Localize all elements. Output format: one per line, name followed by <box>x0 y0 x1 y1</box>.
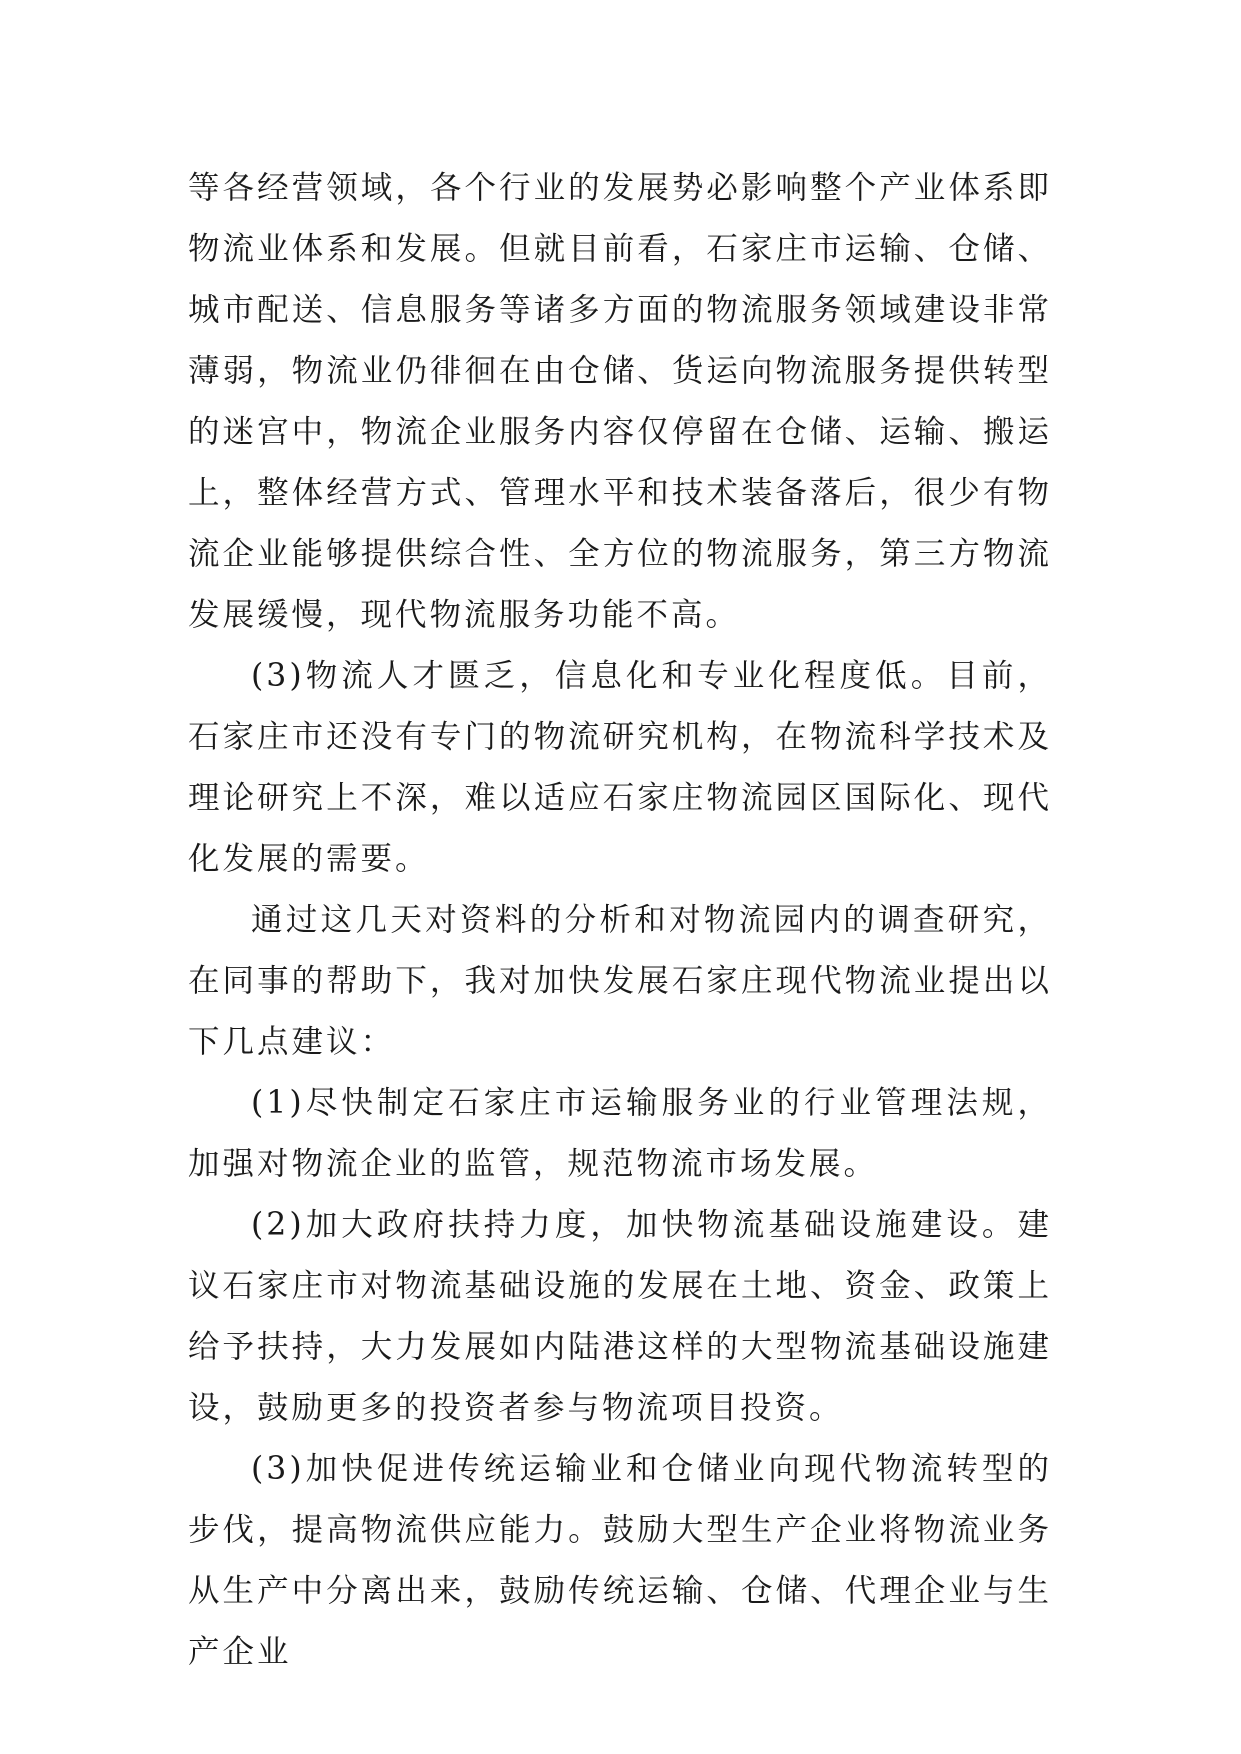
document-body <box>188 158 1052 1683</box>
paragraph-suggestion-3: (3)加快促进传统运输业和仓储业向现代物流转型的步伐，提高物流供应能力。鼓励大型生产企业将物流业务从生产中分离出来，鼓励传统运输、仓储、代理企业与生产企业 <box>188 1451 1052 1670</box>
paragraph-suggestion-1: (1)尽快制定石家庄市运输服务业的行业管理法规，加强对物流企业的监管，规范物流市场发展。 <box>188 1085 1052 1182</box>
paragraph-continuation: 等各经营领域，各个行业的发展势必影响整个产业体系即物流业体系和发展。但就目前看，石家庄市运输、仓储、城市配送、信息服务等诸多方面的物流服务领域建设非常薄弱，物流业仍徘徊在由仓储、货运向物流服务提供转型的迷宫中，物流企业服务内容仅停留在仓储、运输、搬运上，整体经营方式、管理水平和技术装备落后，很少有物流企业能够提供综合性、全方位的物流服务，第三方物流发展缓慢，现代物流服务功能不高。 <box>188 170 1052 633</box>
paragraph-suggestion-2: (2)加大政府扶持力度，加快物流基础设施建设。建议石家庄市对物流基础设施的发展在土地、资金、政策上给予扶持，大力发展如内陆港这样的大型物流基础设施建设，鼓励更多的投资者参与物流项目投资。 <box>188 1207 1052 1426</box>
paragraph-talent-shortage: (3)物流人才匮乏，信息化和专业化程度低。目前，石家庄市还没有专门的物流研究机构，在物流科学技术及理论研究上不深，难以适应石家庄物流园区国际化、现代化发展的需要。 <box>188 658 1052 877</box>
paragraph-suggestions-intro: 通过这几天对资料的分析和对物流园内的调查研究，在同事的帮助下，我对加快发展石家庄现代物流业提出以下几点建议： <box>188 902 1052 1060</box>
